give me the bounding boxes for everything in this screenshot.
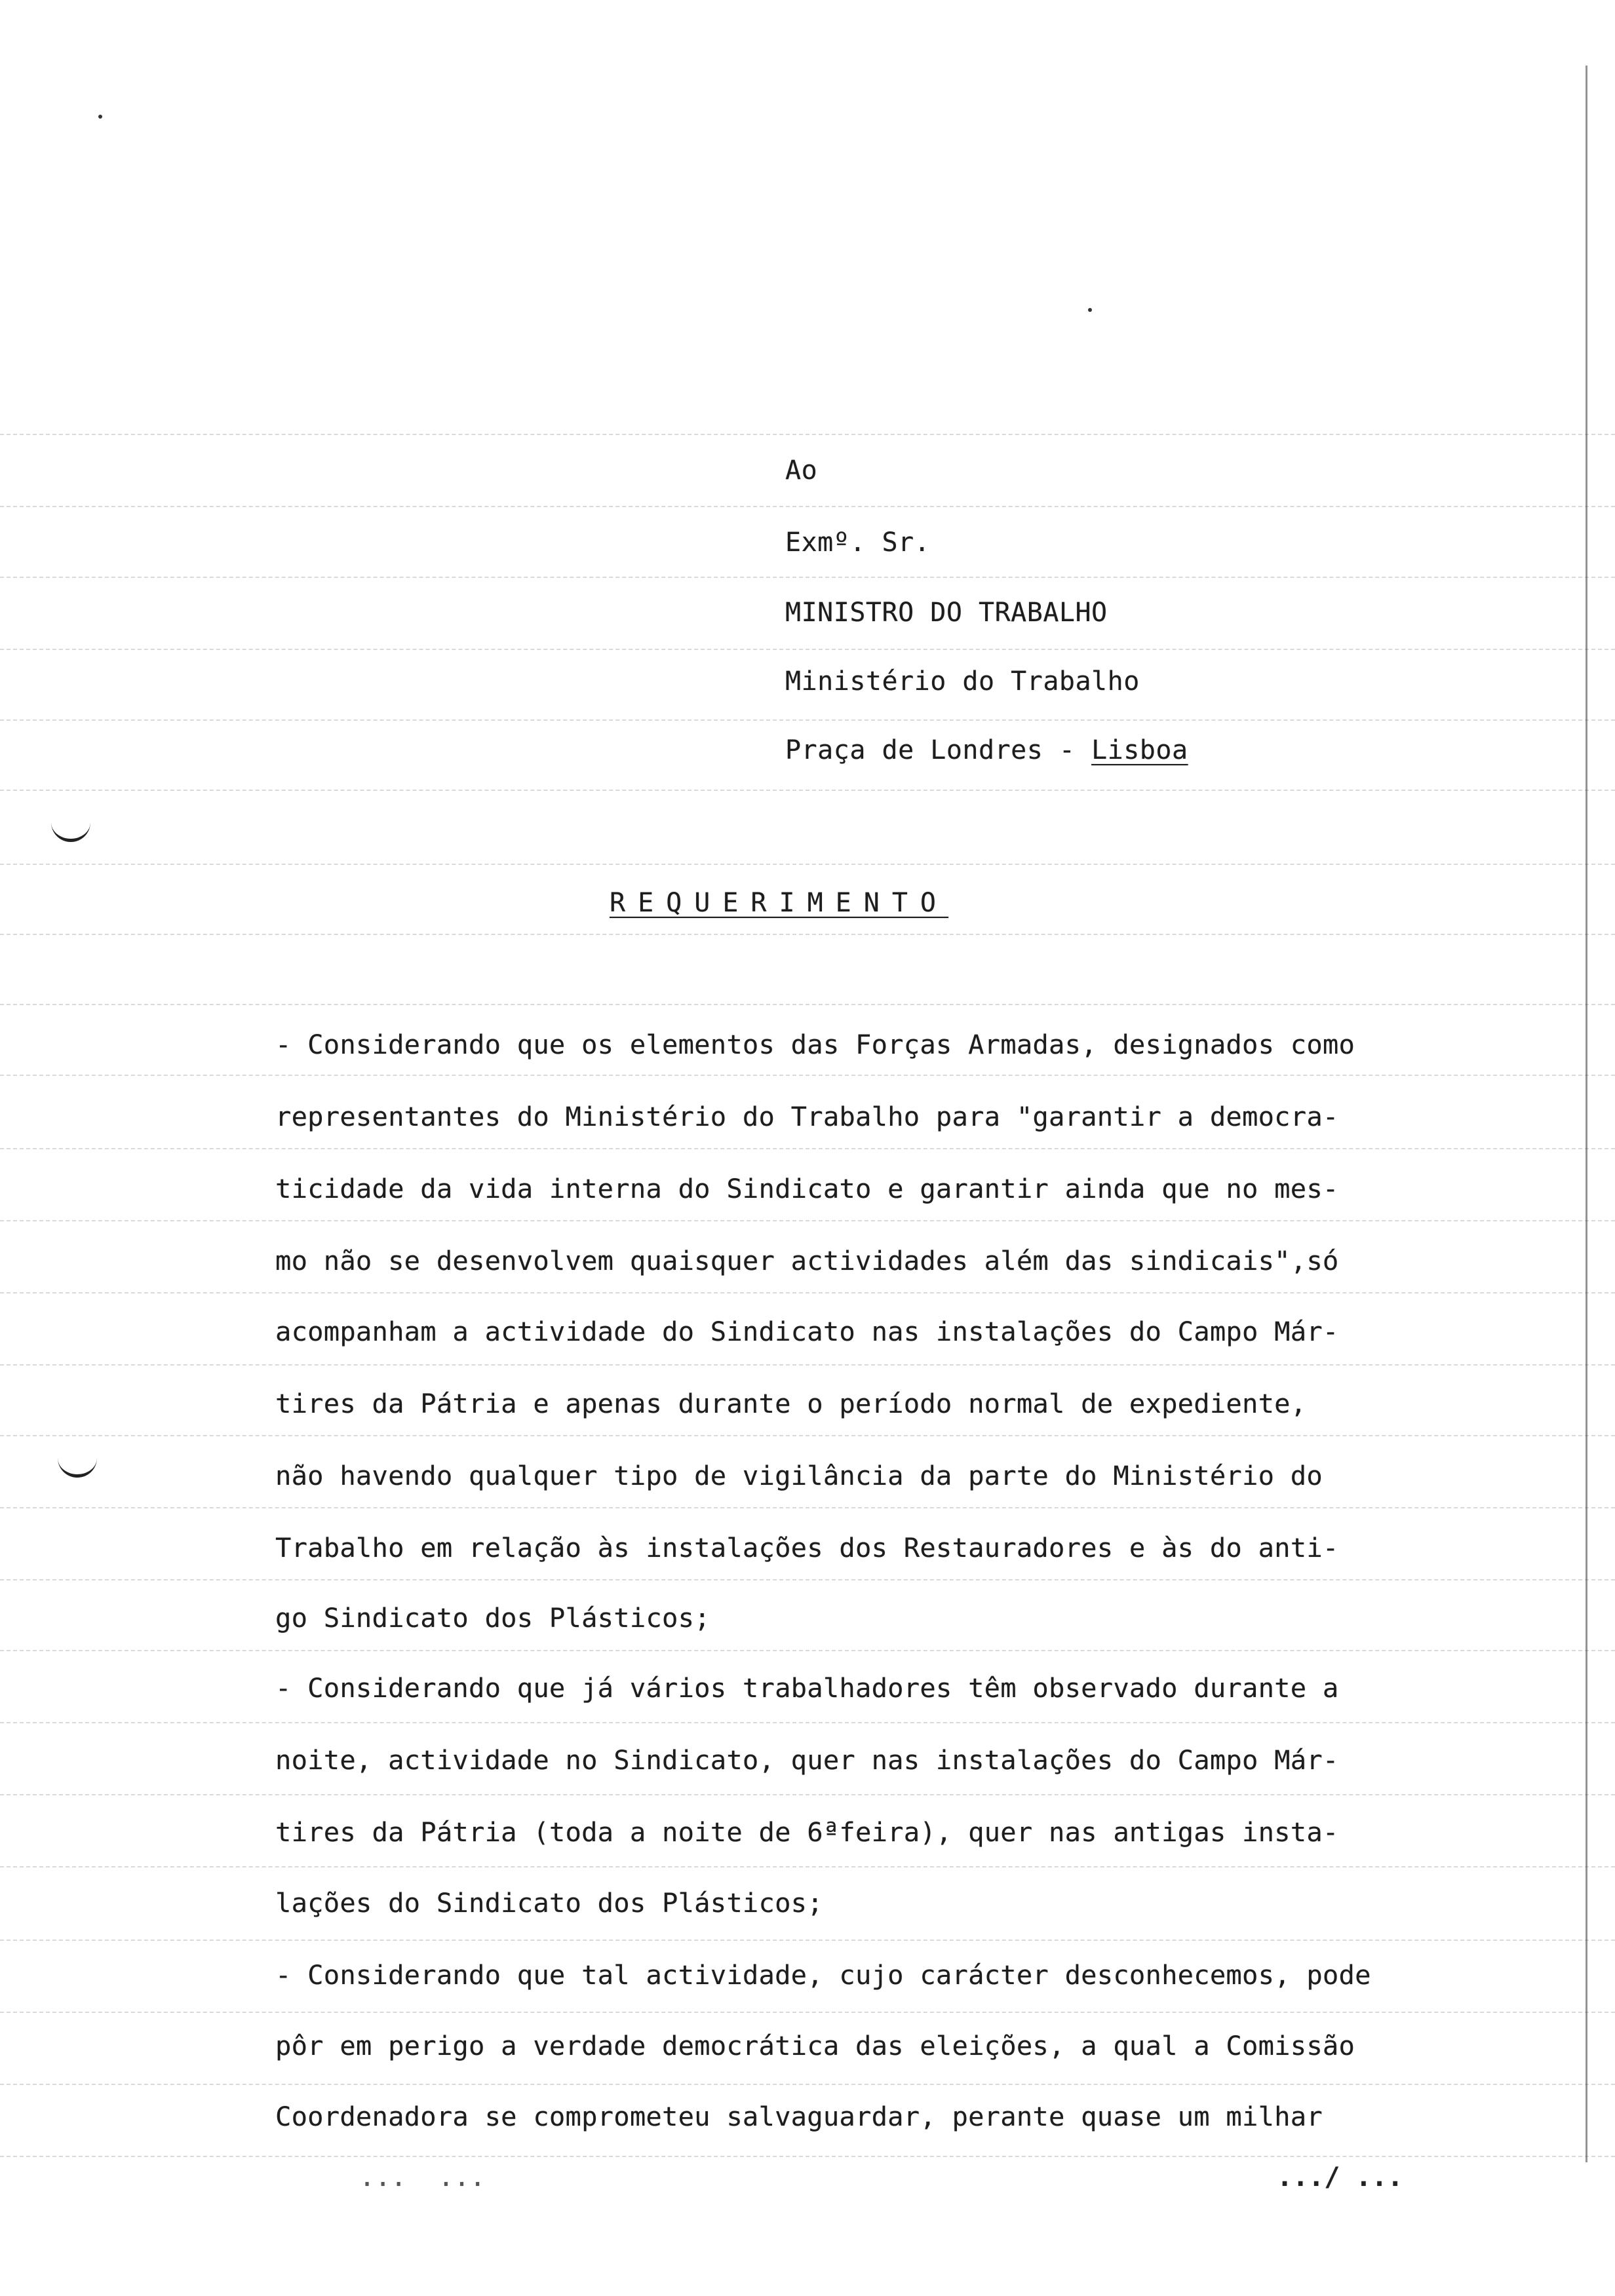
body-line: lações do Sindicato dos Plásticos; (275, 1887, 823, 1919)
paper-rule (0, 1940, 1615, 1941)
address-line-recipient: Ao (785, 455, 818, 486)
page-continuation-mark: .../ ... (1277, 2162, 1403, 2192)
footer-ellipsis: ... ... (359, 2162, 486, 2192)
paper-rule (0, 1364, 1615, 1366)
body-line: ticidade da vida interna do Sindicato e garantir ainda que no mes- (275, 1173, 1339, 1204)
body-line: - Considerando que já vários trabalhadores têm observado durante a (275, 1672, 1339, 1704)
paper-rule (0, 1004, 1615, 1005)
document-title: REQUERIMENTO (610, 888, 948, 918)
address-line-honorific: Exmº. Sr. (785, 527, 931, 558)
paper-rule (0, 1650, 1615, 1651)
paper-rule (0, 1507, 1615, 1508)
paper-rule (0, 2156, 1615, 2157)
paper-rule (0, 1722, 1615, 1723)
paper-rule (0, 1075, 1615, 1076)
hole-punch-mark (58, 1448, 97, 1478)
paper-rule (0, 506, 1615, 507)
paper-rule (0, 2084, 1615, 2085)
paper-rule (0, 1579, 1615, 1580)
paper-rule (0, 1220, 1615, 1221)
paper-rule (0, 1866, 1615, 1867)
body-line: go Sindicato dos Plásticos; (275, 1602, 710, 1634)
paper-rule (0, 719, 1615, 721)
paper-rule (0, 1794, 1615, 1795)
body-line: tires da Pátria e apenas durante o período normal de expediente, (275, 1388, 1307, 1419)
paper-rule (0, 577, 1615, 578)
body-line: Coordenadora se comprometeu salvaguardar, perante quase um milhar (275, 2101, 1323, 2132)
address-street: Praça de Londres - (785, 735, 1092, 765)
paper-rule (0, 1435, 1615, 1436)
address-line-ministry: Ministério do Trabalho (785, 666, 1140, 697)
body-line: noite, actividade no Sindicato, quer nas instalações do Campo Már- (275, 1744, 1339, 1776)
hole-punch-mark (51, 813, 90, 842)
body-line: mo não se desenvolvem quaisquer actividades além das sindicais",só (275, 1245, 1339, 1276)
paper-rule (0, 434, 1615, 435)
paper-rule (0, 864, 1615, 865)
stray-mark (1088, 308, 1092, 312)
address-line-title: MINISTRO DO TRABALHO (785, 598, 1108, 628)
paper-rule (0, 1292, 1615, 1293)
address-line-street (785, 735, 1188, 765)
paper-edge-line (1586, 66, 1587, 2162)
stray-mark (98, 115, 102, 119)
paper-rule (0, 2012, 1615, 2013)
body-line: não havendo qualquer tipo de vigilância da parte do Ministério do (275, 1460, 1323, 1491)
paper-rule (0, 1148, 1615, 1149)
paper-rule (0, 790, 1615, 791)
paper-rule (0, 934, 1615, 935)
body-line: tires da Pátria (toda a noite de 6ªfeira), quer nas antigas insta- (275, 1816, 1339, 1848)
body-line: acompanham a actividade do Sindicato nas instalações do Campo Már- (275, 1316, 1339, 1347)
body-line: Trabalho em relação às instalações dos Restauradores e às do anti- (275, 1532, 1339, 1563)
body-line: - Considerando que os elementos das Forças Armadas, designados como (275, 1029, 1355, 1060)
body-line: representantes do Ministério do Trabalho para "garantir a democra- (275, 1101, 1339, 1132)
body-line: - Considerando que tal actividade, cujo carácter desconhecemos, pode (275, 1959, 1371, 1991)
body-line: pôr em perigo a verdade democrática das eleições, a qual a Comissão (275, 2030, 1355, 2061)
address-city: Lisboa (1091, 735, 1188, 765)
paper-rule (0, 649, 1615, 650)
